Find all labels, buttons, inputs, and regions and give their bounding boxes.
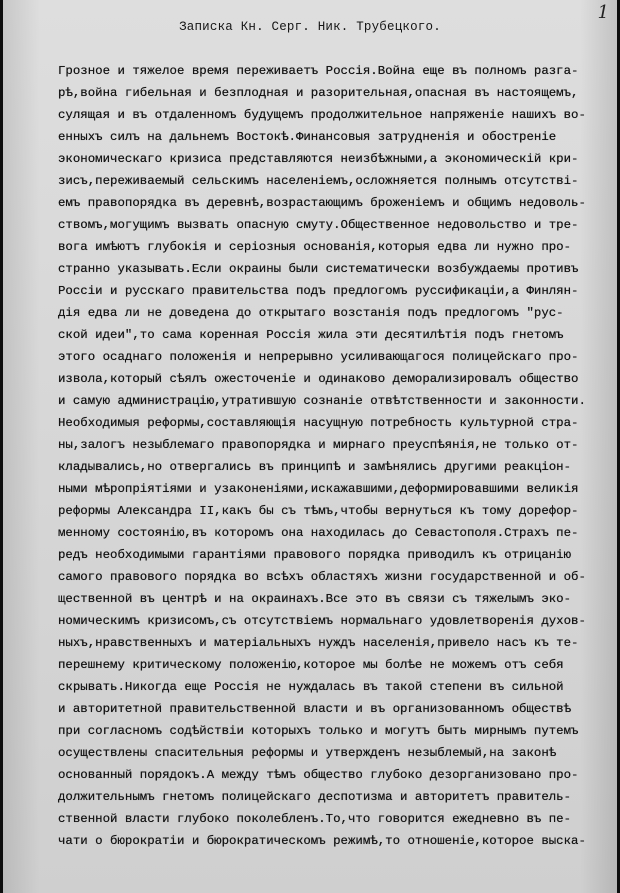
text-line: ствомъ,могущимъ вызвать опасную смуту.Общественное недовольство и тре- [58,218,579,232]
text-line: и самую администрацію,утратившую сознаніе отвѣтственности и законности. [58,394,586,408]
text-line: чати о бюрократіи и бюрократическомъ режимѣ,то отношеніе,которое выска- [58,834,586,848]
text-line: вога имѣютъ глубокія и серіозныя основанія,которыя едва ли нужно про- [58,240,572,254]
text-line: редъ необходимыми гарантіями правового порядка приводилъ къ отрицанію [58,548,572,562]
text-line: сулящая и въ отдаленномъ будущемъ продолжительное напряженіе нашихъ во- [58,108,586,122]
text-line: енныхъ силъ на дальнемъ Востокѣ.Финансовыя затрудненія и обостреніе [58,130,557,144]
text-line: номическимъ кризисомъ,съ отсутствіемъ нормальнаго удовлетворенія духов- [58,614,586,628]
text-line: ныхъ,нравственныхъ и матеріальныхъ нуждъ населенія,привело насъ къ те- [58,636,579,650]
text-line: зисъ,переживаемый сельскимъ населеніемъ,осложняется полнымъ отсутстві- [58,174,579,188]
text-line: дія едва ли не доведена до открытаго возстанія подъ предлогомъ "рус- [58,306,564,320]
text-line: кладывались,но отвергались въ принципѣ и замѣнялись другими реакціон- [58,460,572,474]
text-line: и авторитетной правительственной власти и въ организованномъ обществѣ [58,702,572,716]
text-line: перешнему критическому положенію,которое мы болѣе не можемъ отъ себя [58,658,564,672]
text-line: ской идеи",то сама коренная Россія жила эти десятилѣтія подъ гнетомъ [58,328,564,342]
text-line: рѣ,война гибельная и безплодная и разорительная,опасная въ настоящемъ, [58,86,579,100]
text-line: основанный порядокъ.А между тѣмъ общество глубоко дезорганизовано про- [58,768,579,782]
text-line: менному состоянію,въ которомъ она находилась до Севастополя.Страхъ пе- [58,526,579,540]
text-line: емъ правопорядка въ деревнѣ,возрастающимъ броженіемъ и общимъ недоволь- [58,196,586,210]
text-line: экономическаго кризиса представляются неизбѣжными,а экономическій кри- [58,152,579,166]
text-line: ны,залогъ незыблемаго правопорядка и мирнаго преуспѣянія,не только от- [58,438,579,452]
text-line: при согласномъ содѣйствіи которыхъ только и могутъ быть мирнымъ путемъ [58,724,579,738]
text-line: извола,который сѣялъ ожесточеніе и одинаково деморализировалъ общество [58,372,579,386]
text-line: должительнымъ гнетомъ полицейскаго деспотизма и авторитетъ правитель- [58,790,572,804]
text-line: щественной въ центрѣ и на окраинахъ.Все это въ связи съ тяжелымъ эко- [58,592,572,606]
text-line: Россіи и русскаго правительства подъ предлогомъ руссификаціи,а Финлян- [58,284,579,298]
text-line: ственной власти глубоко поколебленъ.То,что говорится ежедневно въ пе- [58,812,572,826]
text-line: реформы Александра II,какъ бы съ тѣмъ,чтобы вернуться къ тому дорефор- [58,504,579,518]
text-line: ными мѣропріятіями и узаконеніями,искажавшими,деформировавшими великія [58,482,579,496]
document-page [3,0,617,893]
document-title: Записка Кн. Серг. Ник. Трубецкого. [179,20,441,34]
text-line: Грозное и тяжелое время переживаетъ Россія.Война еще въ полномъ разга- [58,64,579,78]
text-line: осуществлены спасительныя реформы и утвержденъ незыблемый,на законѣ [58,746,557,760]
text-line: самого правового порядка во всѣхъ областяхъ жизни государственной и об- [58,570,586,584]
text-line: скрывать.Никогда еще Россія не нуждалась въ такой степени въ сильной [58,680,564,694]
text-line: этого осаднаго положенія и непрерывно усиливающагося полицейскаго про- [58,350,579,364]
text-line: странно указывать.Если окраины были систематически возбуждаемы противъ [58,262,579,276]
page-number: 1 [597,2,609,23]
text-line: Необходимыя реформы,составляющія насущную потребность культурной стра- [58,416,579,430]
